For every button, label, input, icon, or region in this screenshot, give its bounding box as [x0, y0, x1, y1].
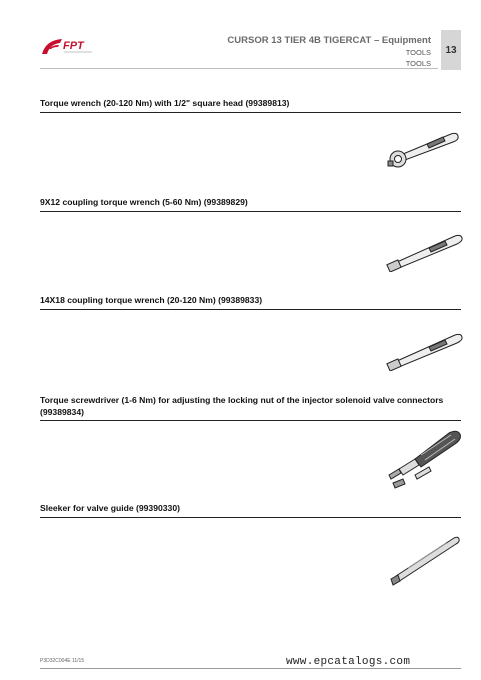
- section-divider: [40, 211, 461, 212]
- header-divider: [40, 68, 438, 69]
- torque-screwdriver-icon: [385, 425, 465, 495]
- section-divider: [40, 517, 461, 518]
- coupling-torque-wrench-icon: [385, 325, 465, 371]
- section-title-torque-wrench: Torque wrench (20-120 Nm) with 1/2" square head (99389813): [40, 98, 290, 108]
- section-title-14x18-wrench: 14X18 coupling torque wrench (20-120 Nm) (99389833): [40, 295, 263, 305]
- section-divider: [40, 112, 461, 113]
- section-divider: [40, 420, 461, 421]
- page-number-tab: [441, 30, 461, 70]
- section-divider: [40, 309, 461, 310]
- svg-text:FPT: FPT: [63, 40, 84, 52]
- fpt-logo: [40, 34, 104, 56]
- document-title: CURSOR 13 TIER 4B TIGERCAT – Equipment: [227, 35, 431, 46]
- coupling-torque-wrench-icon: [385, 228, 465, 272]
- section-title-sleeker: Sleeker for valve guide (99390330): [40, 503, 180, 513]
- page-number: 13: [445, 44, 457, 56]
- subsection-label: TOOLS: [405, 59, 431, 68]
- document-code: P3D32C004E 11/15: [40, 658, 85, 664]
- sleeker-icon: [388, 532, 462, 586]
- section-title-torque-screwdriver: Torque screwdriver (1-6 Nm) for adjusting the locking nut of the injector solenoid valve connectors (99389834): [40, 395, 444, 417]
- footer-divider: [40, 668, 461, 669]
- section-label: TOOLS: [405, 48, 431, 57]
- website-watermark: www.epcatalogs.com: [286, 656, 411, 668]
- section-title-9x12-wrench: 9X12 coupling torque wrench (5-60 Nm) (99389829): [40, 197, 248, 207]
- torque-wrench-icon: [385, 128, 463, 172]
